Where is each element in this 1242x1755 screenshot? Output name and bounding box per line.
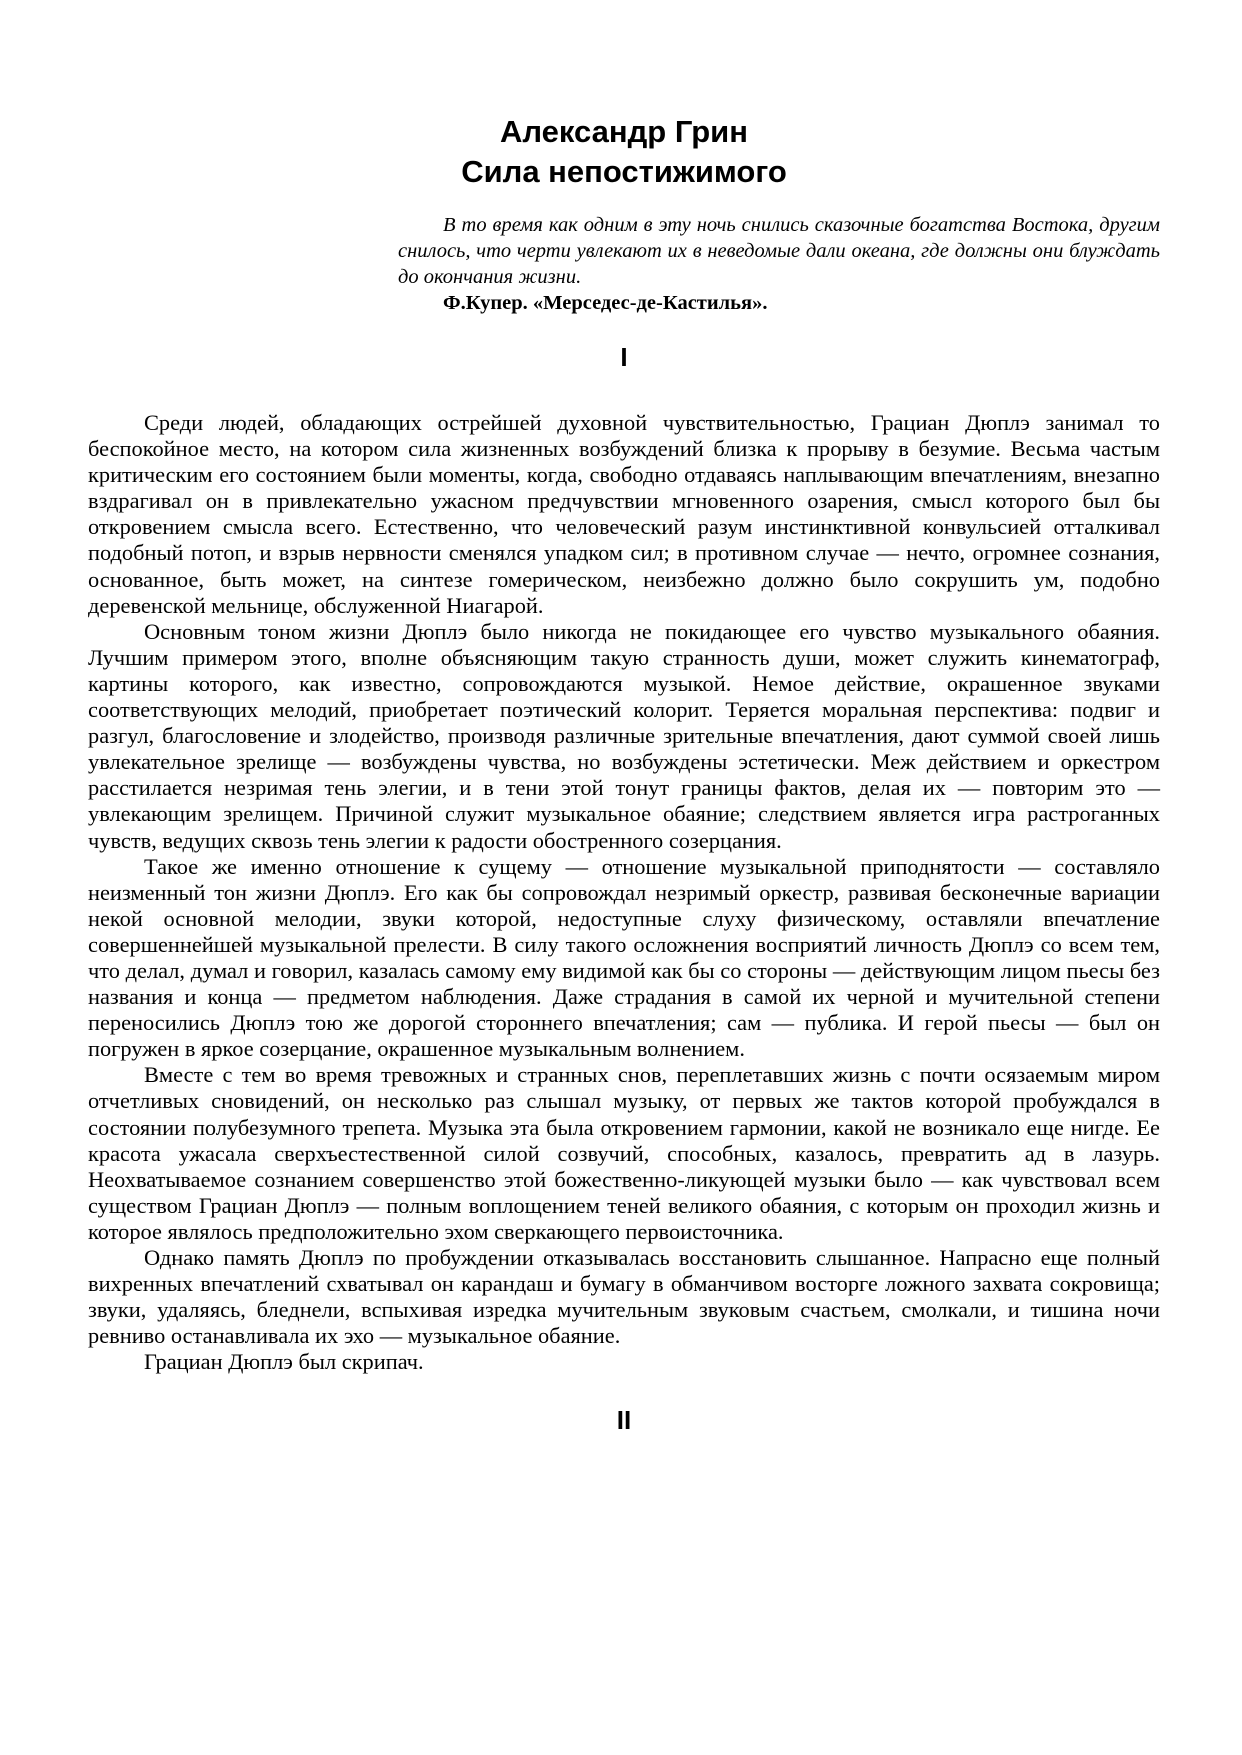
- document-page: [88, 112, 1160, 1473]
- epigraph-source: Ф.Купер. «Мерседес-де-Кастилья».: [443, 292, 768, 314]
- paragraph-2: Основным тоном жизни Дюплэ было никогда не покидающее его чувство музыкального обаяния. Лучшим примером этого, вполне объясняющим такую странность души, может служить кинематограф, картины которого, как известно, сопровождаются музыкой. Немое действие, окрашенное звуками соответствующих мелодий, приобретает поэтический колорит. Теряется моральная перспектива: подвиг и разгул, благословение и злодейство, производя различные зрительные впечатления, дают суммой своей лишь увлекательное зрелище — возбуждены чувства, но возбуждены эстетически. Меж действием и оркестром расстилается незримая тень элегии, и в тени этой тонут границы фактов, делая их — повторим это — увлекающим зрелищем. Причиной служит музыкальное обаяние; следствием является игра растроганных чувств, ведущих сквозь тень элегии к радости обостренного созерцания.: [88, 618, 1160, 853]
- chapter-heading-2: II: [616, 1405, 632, 1436]
- epigraph-text: В то время как одним в эту ночь снились сказочные богатства Востока, другим снилось, что черти увлекают их в неведомые дали океана, где должны они блуждать до окончания жизни.: [398, 214, 1160, 288]
- paragraph-6: Грациан Дюплэ был скрипач.: [144, 1349, 424, 1375]
- paragraph-4: Вместе с тем во время тревожных и странных снов, переплетавших жизнь с почти осязаемым миром отчетливых сновидений, он несколько раз слышал музыку, от первых же тактов которой пробуждался в состоянии полубезумного трепета. Музыка эта была откровением гармонии, какой не возникало еще нигде. Ее красота ужасала сверхъестественной силой созвучий, способных, казалось, превратить ад в лазурь. Неохватываемое сознанием совершенство этой божественно-ликующей музыки было — как чувствовал всем существом Грациан Дюплэ — полным воплощением теней великого обаяния, с которым он проходил жизнь и которое являлось предположительно эхом сверкающего первоисточника.: [88, 1062, 1160, 1244]
- paragraph-3: Такое же именно отношение к сущему — отношение музыкальной приподнятости — составляло неизменный тон жизни Дюплэ. Его как бы сопровождал незримый оркестр, развивая бесконечные вариации некой основной мелодии, звуки которой, недоступные слуху физическому, оставляли впечатление совершеннейшей музыкальной прелести. В силу такого осложнения восприятий личность Дюплэ со всем тем, что делал, думал и говорил, казалась самому ему видимой как бы со стороны — действующим лицом пьесы без названия и конца — предметом наблюдения. Даже страдания в самой их черной и мучительной степени переносились Дюплэ тою же дорогой стороннего впечатления; сам — публика. И герой пьесы — был он погружен в яркое созерцание, окрашенное музыкальным волнением.: [88, 853, 1160, 1062]
- paragraph-5: Однако память Дюплэ по пробуждении отказывалась восстановить слышанное. Напрасно еще полный вихренных впечатлений схватывал он карандаш и бумагу в обманчивом восторге ложного захвата сокровища; звуки, удаляясь, бледнели, вспыхивая изредка мучительным звуковым счастьем, смолкали, и тишина ночи ревниво останавливала их эхо — музыкальное обаяние.: [88, 1245, 1160, 1349]
- paragraph-1: Среди людей, обладающих острейшей духовной чувствительностью, Грациан Дюплэ занимал то беспокойное место, на котором сила жизненных возбуждений близка к прорыву в безумие. Весьма частым критическим его состоянием были моменты, когда, свободно отдаваясь наплывающим впечатлениям, внезапно вздрагивал он в привлекательно ужасном предчувствии мгновенного озарения, смысл которого был бы откровением смысла всего. Естественно, что человеческий разум инстинктивной конвульсией отталкивал подобный потоп, и взрыв нервности сменялся упадком сил; в противном случае — нечто, огромнее сознания, основанное, быть может, на синтезе гомерическом, неизбежно должно было сокрушить ум, подобно деревенской мельнице, обслуженной Ниагарой.: [88, 410, 1160, 618]
- author-heading: Александр Грин: [500, 114, 748, 149]
- chapter-heading-1: I: [620, 342, 628, 372]
- page-title: Сила непостижимого: [461, 154, 787, 189]
